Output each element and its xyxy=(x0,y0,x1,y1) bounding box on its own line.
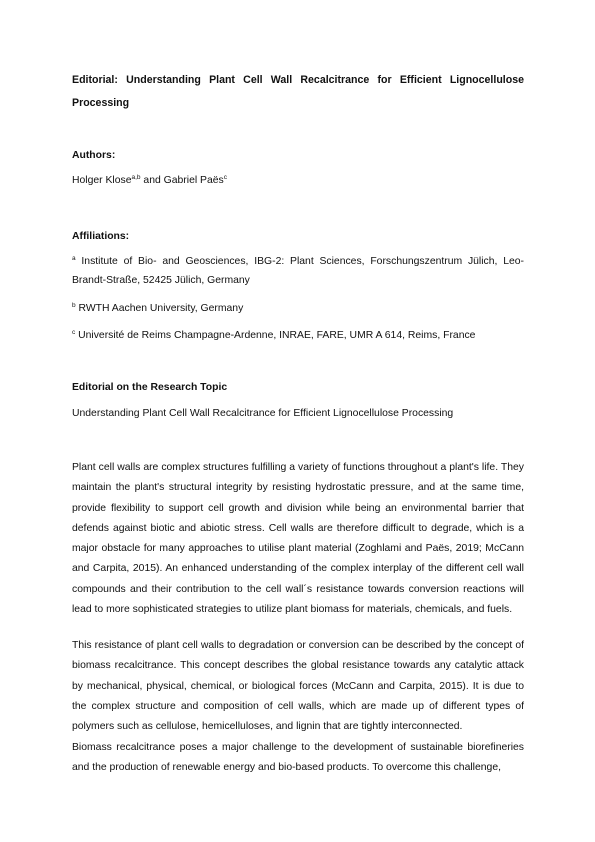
author-affiliation-marker: c xyxy=(223,174,227,181)
affiliations-heading: Affiliations: xyxy=(72,231,130,242)
affiliation-item xyxy=(72,299,524,318)
author-affiliation-marker: a,b xyxy=(131,174,141,181)
affiliation-item xyxy=(72,252,524,290)
affiliation-text: Université de Reims Champagne-Ardenne, INRAE, FARE, UMR A 614, Reims, France xyxy=(75,330,476,341)
affiliation-marker: b xyxy=(72,302,76,309)
body-paragraph: This resistance of plant cell walls to degradation or conversion can be described by the concept of biomass recalcitrance. This concept describes the global resistance towards any catalytic attack by mechanical, physical, chemical, or biological forces (McCann and Carpita, 2015). It is due to the complex structure and composition of cell walls, which are made up of different types of polymers such as cellulose, hemicelluloses, and lignin that are tightly interconnected. xyxy=(72,640,524,733)
author-name: Gabriel Paës xyxy=(163,175,224,186)
body-paragraph: Plant cell walls are complex structures fulfilling a variety of functions throughout a plant's life. They maintain the plant's structural integrity by resisting hydrostatic pressure, and at the same time, provide flexibility to support cell growth and division while being an environmental barrier that defends against biotic and abiotic stress. Cell walls are therefore difficult to degrade, which is a major obstacle for many approaches to utilise plant material (Zoghlami and Paës, 2019; McCann and Carpita, 2015). An enhanced understanding of the complex interplay of the different cell wall compounds and their contribution to the cell wall´s resistance towards conversion reactions will lead to more sophisticated strategies to utilize plant biomass for materials, chemicals, and fuels. xyxy=(72,462,524,616)
body-paragraph: Biomass recalcitrance poses a major challenge to the development of sustainable biorefineries and the production of renewable energy and bio-based products. To overcome this challenge, xyxy=(72,742,524,774)
author-conjunction: and xyxy=(140,175,164,186)
affiliation-marker: a xyxy=(72,255,76,262)
research-topic-title: Understanding Plant Cell Wall Recalcitrance for Efficient Lignocellulose Processing xyxy=(72,408,454,419)
authors-heading: Authors: xyxy=(72,150,116,161)
research-topic-heading: Editorial on the Research Topic xyxy=(72,382,228,393)
author-list xyxy=(72,175,227,186)
affiliation-text: RWTH Aachen University, Germany xyxy=(75,303,244,314)
author-name: Holger Klose xyxy=(72,175,132,186)
affiliation-item xyxy=(72,326,524,345)
article-title: Editorial: Understanding Plant Cell Wall Recalcitrance for Efficient Lignocellulose Processing xyxy=(72,74,524,109)
affiliation-text: Institute of Bio- and Geosciences, IBG-2: Plant Sciences, Forschungszentrum Jülich, Leo-Brandt-Straße, 52425 Jülich, Germany xyxy=(72,256,524,286)
affiliation-marker: c xyxy=(72,329,76,336)
